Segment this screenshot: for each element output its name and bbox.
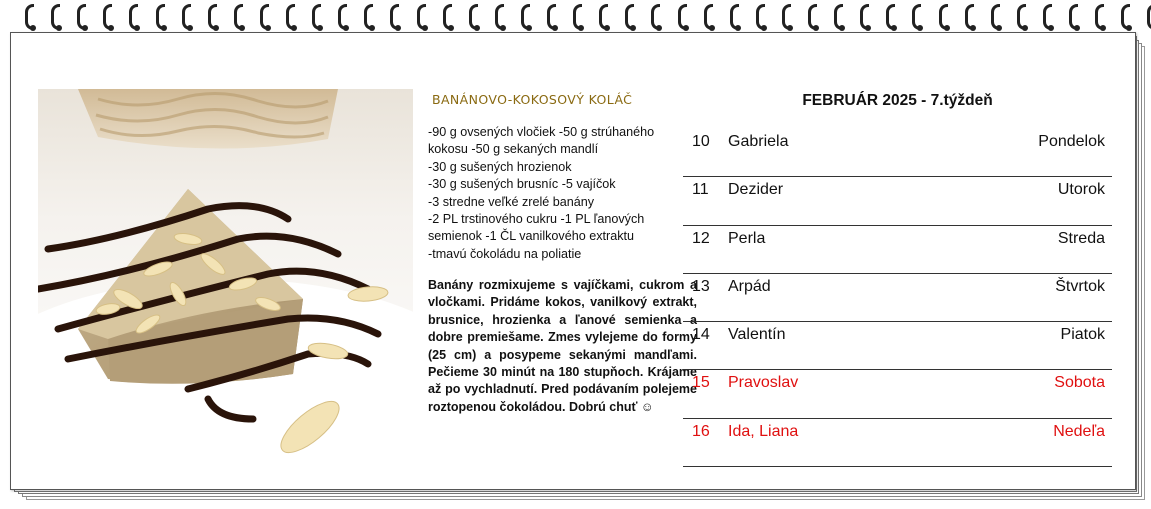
ingredients-list [428,124,668,263]
weekday-name: Nedeľa [1053,422,1105,440]
spiral-ring [469,4,478,30]
spiral-ring [1121,4,1130,30]
day-number: 13 [692,277,710,295]
spiral-ring [939,4,948,30]
calendar-days [683,129,1112,467]
recipe-method: Banány rozmixujeme s vajíčkami, cukrom a vločkami. Pridáme kokos, vanilkový extrakt, brusnice, hrozienka a ľanové semienka a dobre premiešame. Zmes vylejeme do formy (25 cm) a posypeme sekanými mandľami. Pečieme 30 minút na 180 stupňoch. Krájame až po vychladnutí. Pred podávaním polejeme roztopenou čokoládou. Dobrú chuť ☺ [428,278,697,414]
weekday-name: Piatok [1060,326,1105,344]
nameday-name: Pravoslav [728,374,799,392]
day-number: 12 [692,229,710,247]
spiral-ring [156,4,165,30]
spiral-ring [625,4,634,30]
day-row [683,274,1112,322]
spiral-ring [808,4,817,30]
spiral-ring [208,4,217,30]
ingredient-line: -3 stredne veľké zrelé banány [428,194,595,209]
spiral-ring [129,4,138,30]
ingredient-line: -30 g sušených hrozienok [428,159,572,174]
weekday-name: Štvrtok [1055,277,1105,295]
spiral-ring [364,4,373,30]
spiral-ring [312,4,321,30]
ingredient-line: -90 g ovsených vločiek -50 g strúhaného [428,125,655,139]
day-row [683,370,1112,418]
recipe-title: BANÁNOVO-KOKOSOVÝ KOLÁČ [432,92,633,107]
spiral-ring [260,4,269,30]
spiral-ring [730,4,739,30]
spiral-ring [678,4,687,30]
spiral-ring [443,4,452,30]
spiral-ring [338,4,347,30]
ingredient-line: kokosu -50 g sekaných mandlí [428,142,599,157]
calendar-week-title: FEBRUÁR 2025 - 7.týždeň [802,92,993,109]
spiral-ring [77,4,86,30]
spiral-ring [103,4,112,30]
cake-photo [38,89,413,464]
nameday-name: Gabriela [728,133,789,150]
day-number: 15 [692,374,710,392]
spiral-ring [25,4,34,30]
day-number: 10 [692,133,710,150]
spiral-ring [834,4,843,30]
spiral-ring [1017,4,1026,30]
spiral-ring [756,4,765,30]
cake-illustration [38,89,413,464]
spiral-ring [495,4,504,30]
spiral-ring [182,4,191,30]
spiral-ring [886,4,895,30]
day-row [683,419,1112,467]
nameday-name: Dezider [728,181,784,199]
spiral-ring [573,4,582,30]
day-number: 14 [692,326,710,344]
ingredient-line: semienok -1 ČL vanilkového extraktu [428,229,635,244]
weekday-name: Utorok [1057,181,1105,199]
nameday-name: Valentín [728,326,786,344]
spiral-ring [1095,4,1104,30]
spiral-ring [234,4,243,30]
spiral-ring [704,4,713,30]
day-row [683,322,1112,370]
spiral-ring [860,4,869,30]
spiral-ring [390,4,399,30]
day-row [683,226,1112,274]
spiral-ring [547,4,556,30]
spiral-ring [1069,4,1078,30]
day-number: 16 [692,422,710,440]
weekday-name: Pondelok [1038,133,1105,150]
nameday-name: Arpád [728,277,771,295]
spiral-ring [991,4,1000,30]
weekday-name: Sobota [1054,374,1105,392]
ingredient-line: -tmavú čokoládu na poliatie [428,246,582,261]
nameday-name: Ida, Liana [728,422,799,440]
spiral-ring [782,4,791,30]
spiral-ring [521,4,530,30]
day-number: 11 [692,181,709,199]
spiral-ring [417,4,426,30]
spiral-ring [1043,4,1052,30]
spiral-ring [51,4,60,30]
weekday-name: Streda [1057,229,1105,247]
day-row [683,129,1112,177]
spiral-ring [651,4,660,30]
ingredient-line: -2 PL trstinového cukru -1 PL ľanových [428,212,645,227]
ingredient-line: -30 g sušených brusníc -5 vajíčok [428,177,616,192]
spiral-ring [1147,4,1151,30]
spiral-ring [965,4,974,30]
nameday-name: Perla [728,229,766,247]
spiral-ring [912,4,921,30]
spiral-binding [0,0,1151,40]
day-row [683,177,1112,225]
spiral-ring [286,4,295,30]
spiral-ring [599,4,608,30]
